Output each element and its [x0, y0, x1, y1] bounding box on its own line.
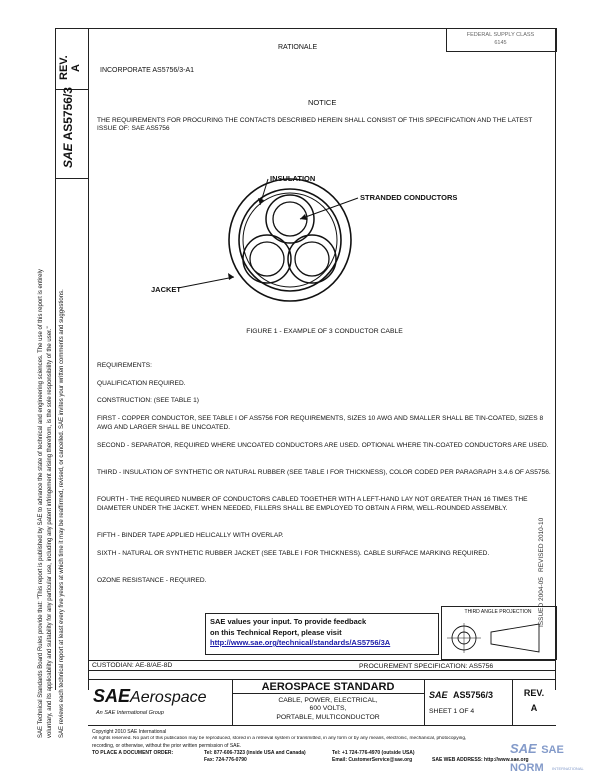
label-stranded-conductors: STRANDED CONDUCTORS: [360, 193, 458, 202]
fsc-line1: FEDERAL SUPPLY CLASS: [466, 32, 535, 38]
email: Email: CustomerService@sae.org: [332, 757, 413, 763]
req-item-second: SECOND - SEPARATOR, REQUIRED WHERE UNCOATED CONDUCTORS ARE USED. OPTIONAL WHERE TIN-COATED CONDUCTORS ARE USED.: [97, 442, 549, 449]
legal-note-line1: SAE Technical Standards Board Rules provide that: "This report is published by SAE to advance the state of technical and engineering sciences. The use of this report is entirely: [38, 269, 44, 738]
figure-caption: FIGURE 1 - EXAMPLE OF 3 CONDUCTOR CABLE: [246, 328, 403, 335]
sae-small-logo: SAE: [429, 690, 448, 700]
third-angle-symbol: [447, 622, 547, 654]
sheet-number: SHEET 1 OF 4: [429, 708, 475, 715]
doc-number-side: SAE AS5756/3: [61, 87, 75, 168]
sae-aerospace-logo: SAEAerospace: [93, 686, 207, 706]
notice-text: THE REQUIREMENTS FOR PROCURING THE CONTACTS DESCRIBED HEREIN SHALL CONSIST OF THIS SPECIFICATION AND THE LATEST ISSUE OF: SAE AS5756: [97, 117, 533, 133]
standard-title: AEROSPACE STANDARD: [261, 681, 395, 693]
rev-value: A: [70, 64, 82, 72]
fsc-line2: 6145: [494, 40, 507, 46]
legal-note-line3: SAE reviews each technical report at least every five years at which time it may be reaffirmed, revised, or cancelled. SAE invites your written comments and suggestions.: [59, 289, 65, 738]
sae-side-logo: SAE: [61, 143, 75, 168]
req-item-fifth: FIFTH - BINDER TAPE APPLIED HELICALLY WITH OVERLAP.: [97, 532, 284, 539]
legal-note-line2: voluntary, and its applicability and suitability for any particular use, including any patent infringement arising therefrom, is the sole responsibility of the user.": [47, 326, 53, 738]
req-item-construction: CONSTRUCTION: (SEE TABLE 1): [97, 397, 199, 404]
tel-intl: Tel: +1 724-776-4970 (outside USA): [332, 750, 415, 756]
copyright-line2: All rights reserved. No part of this publication may be reproduced, stored in a retrieval system or transmitted, in any form or by any means, electronic, mechanical, photocopying,: [92, 736, 467, 741]
doc-number-title-block: AS5756/3: [453, 690, 494, 700]
feedback-link[interactable]: http://www.sae.org/technical/standards/AS5756/3A: [210, 638, 391, 647]
sae-norm-watermark: SAE SAE NORM: [510, 741, 564, 774]
requirements-heading: REQUIREMENTS:: [97, 362, 152, 369]
rev-label: REV.: [58, 55, 70, 80]
label-jacket: JACKET: [151, 285, 182, 294]
req-item-first: FIRST - COPPER CONDUCTOR, SEE TABLE I OF AS5756 FOR REQUIREMENTS, SIZES 10 AWG AND SMALLER SHALL BE TIN-COATED, SIZES 8 AWG AND LARGER SHALL BE UNCOATED.: [97, 415, 544, 431]
feedback-line2: on this Technical Report, please visit: [210, 628, 342, 637]
revised-date: REVISED 2010-10: [538, 517, 545, 572]
notice-title: NOTICE: [308, 98, 337, 107]
third-angle-label: THIRD ANGLE PROJECTION: [464, 609, 532, 615]
req-item-qualification: QUALIFICATION REQUIRED.: [97, 380, 186, 387]
logo-tagline: An SAE International Group: [96, 710, 164, 716]
req-item-ozone: OZONE RESISTANCE - REQUIRED.: [97, 577, 207, 584]
cable-cross-section-figure: [150, 165, 490, 305]
order-label: TO PLACE A DOCUMENT ORDER:: [92, 750, 174, 756]
rev-value-footer: A: [530, 703, 538, 713]
req-item-sixth: SIXTH - NATURAL OR SYNTHETIC RUBBER JACKET (SEE TABLE I FOR THICKNESS). CABLE SURFACE MARKING REQUIRED.: [97, 550, 490, 557]
desc-line3: PORTABLE, MULTICONDUCTOR: [276, 714, 380, 721]
desc-line1: CABLE, POWER, ELECTRICAL,: [278, 697, 378, 704]
rationale-text: INCORPORATE AS5756/3-A1: [100, 67, 195, 74]
copyright-line1: Copyright 2010 SAE International: [92, 729, 167, 735]
jacket-outer: [229, 179, 351, 301]
rev-label-footer: REV.: [523, 688, 545, 698]
req-item-fourth: FOURTH - THE REQUIRED NUMBER OF CONDUCTORS CABLED TOGETHER WITH A LEFT-HAND LAY NOT GREATER THAN 16 TIMES THE DIAMETER UNDER THE JACKET. WHEN NEEDED, FILLERS SHALL BE EMPLOYED TO OBTAIN A FIRM, WELL-ROUNDED ASSEMBLY.: [97, 496, 528, 512]
feedback-line1: SAE values your input. To provide feedback: [210, 617, 367, 626]
copyright-line3: recording, or otherwise, without the prior written permission of SAE.: [92, 743, 242, 749]
label-insulation: INSULATION: [270, 174, 316, 183]
procurement-spec: PROCUREMENT SPECIFICATION: AS5756: [359, 663, 494, 670]
fax: Fax: 724-776-0790: [204, 757, 247, 763]
desc-line2: 600 VOLTS,: [309, 705, 347, 712]
custodian: CUSTODIAN: AE-8/AE-8D: [92, 662, 173, 669]
watermark-sub: INTERNATIONAL: [552, 766, 584, 771]
web-address: SAE WEB ADDRESS: http://www.sae.org: [432, 757, 529, 763]
tel-usa: Tel: 877-606-7323 (inside USA and Canada): [204, 750, 306, 756]
req-item-third: THIRD - INSULATION OF SYNTHETIC OR NATURAL RUBBER (SEE TABLE I FOR THICKNESS), COLOR CODED PER PARAGRAPH 3.4.6 OF AS5756.: [97, 469, 551, 476]
issued-date: ISSUED 2004-05: [538, 577, 545, 627]
rationale-label: RATIONALE: [278, 44, 318, 51]
